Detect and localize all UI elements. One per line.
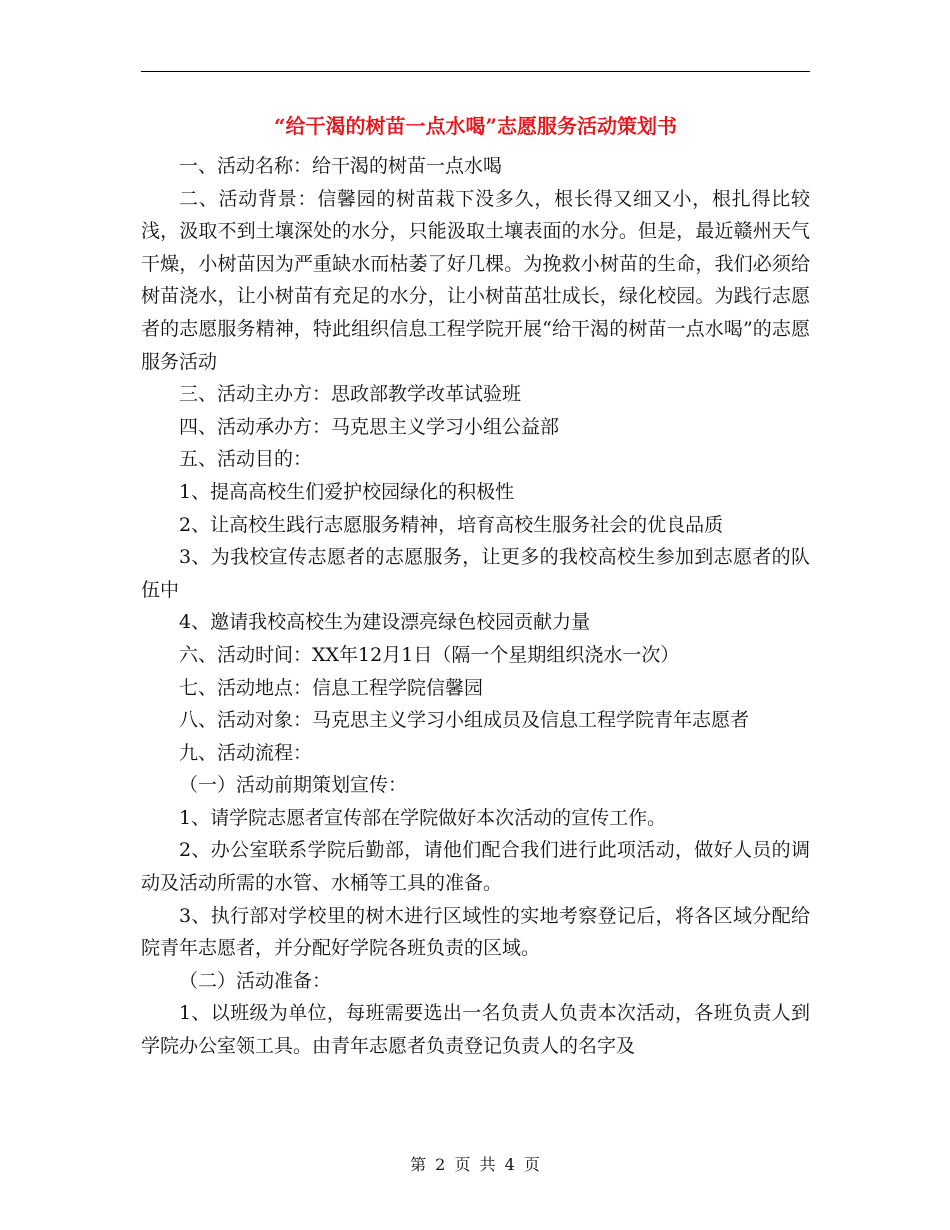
paragraph-location: 七、活动地点：信息工程学院信馨园	[179, 676, 484, 699]
paragraph-stage-2-heading: （二）活动准备：	[179, 969, 332, 992]
header-rule	[141, 71, 810, 72]
paragraph-process-heading: 九、活动流程：	[179, 741, 313, 764]
paragraph-participants: 八、活动对象：马克思主义学习小组成员及信息工程学院青年志愿者	[179, 709, 750, 732]
paragraph-stage-1-heading: （一）活动前期策划宣传：	[179, 774, 408, 797]
paragraph-purpose-3: 3、为我校宣传志愿者的志愿服务，让更多的我校高校生参加到志愿者的队伍中	[141, 546, 810, 601]
paragraph-stage-1-item-3: 3、执行部对学校里的树木进行区域性的实地考察登记后，将各区域分配给院青年志愿者，并分配好学院各班负责的区域。	[141, 904, 810, 960]
paragraph-time: 六、活动时间：XX年12月1日（隔一个星期组织浇水一次）	[179, 643, 680, 666]
document-body	[141, 150, 810, 1063]
paragraph-purpose-2: 2、让高校生践行志愿服务精神，培育高校生服务社会的优良品质	[179, 513, 724, 536]
paragraph-purpose-4: 4、邀请我校高校生为建设漂亮绿色校园贡献力量	[179, 611, 591, 634]
paragraph-organizer: 三、活动主办方：思政部教学改革试验班	[179, 383, 522, 406]
page-number-footer: 第 2 页 共 4 页	[410, 1155, 540, 1174]
paragraph-stage-1-item-2: 2、办公室联系学院后勤部，请他们配合我们进行此项活动，做好人员的调动及活动所需的水管、水桶等工具的准备。	[141, 839, 810, 895]
paragraph-background: 二、活动背景：信馨园的树苗栽下没多久，根长得又细又小，根扎得比较浅，汲取不到土壤深处的水分，只能汲取土壤表面的水分。但是，最近赣州天气干燥，小树苗因为严重缺水而枯萎了好几棵。为挽救小树苗的生命，我们必须给树苗浇水，让小树苗有充足的水分，让小树苗茁壮成长，绿化校园。为践行志愿者的志愿服务精神，特此组织信息工程学院开展“给干渴的树苗一点水喝”的志愿服务活动	[141, 187, 810, 373]
paragraph-purpose-heading: 五、活动目的：	[179, 448, 313, 471]
document-title: “给干渴的树苗一点水喝”志愿服务活动策划书	[273, 114, 677, 138]
paragraph-stage-1-item-1: 1、请学院志愿者宣传部在学院做好本次活动的宣传工作。	[179, 806, 667, 829]
paragraph-undertaker: 四、活动承办方：马克思主义学习小组公益部	[179, 415, 560, 438]
paragraph-stage-2-item-1: 1、以班级为单位，每班需要选出一名负责人负责本次活动，各班负责人到学院办公室领工具。由青年志愿者负责登记负责人的名字及	[141, 1002, 810, 1058]
paragraph-purpose-1: 1、提高高校生们爱护校园绿化的积极性	[179, 480, 515, 503]
paragraph-activity-name: 一、活动名称：给干渴的树苗一点水喝	[179, 155, 503, 177]
